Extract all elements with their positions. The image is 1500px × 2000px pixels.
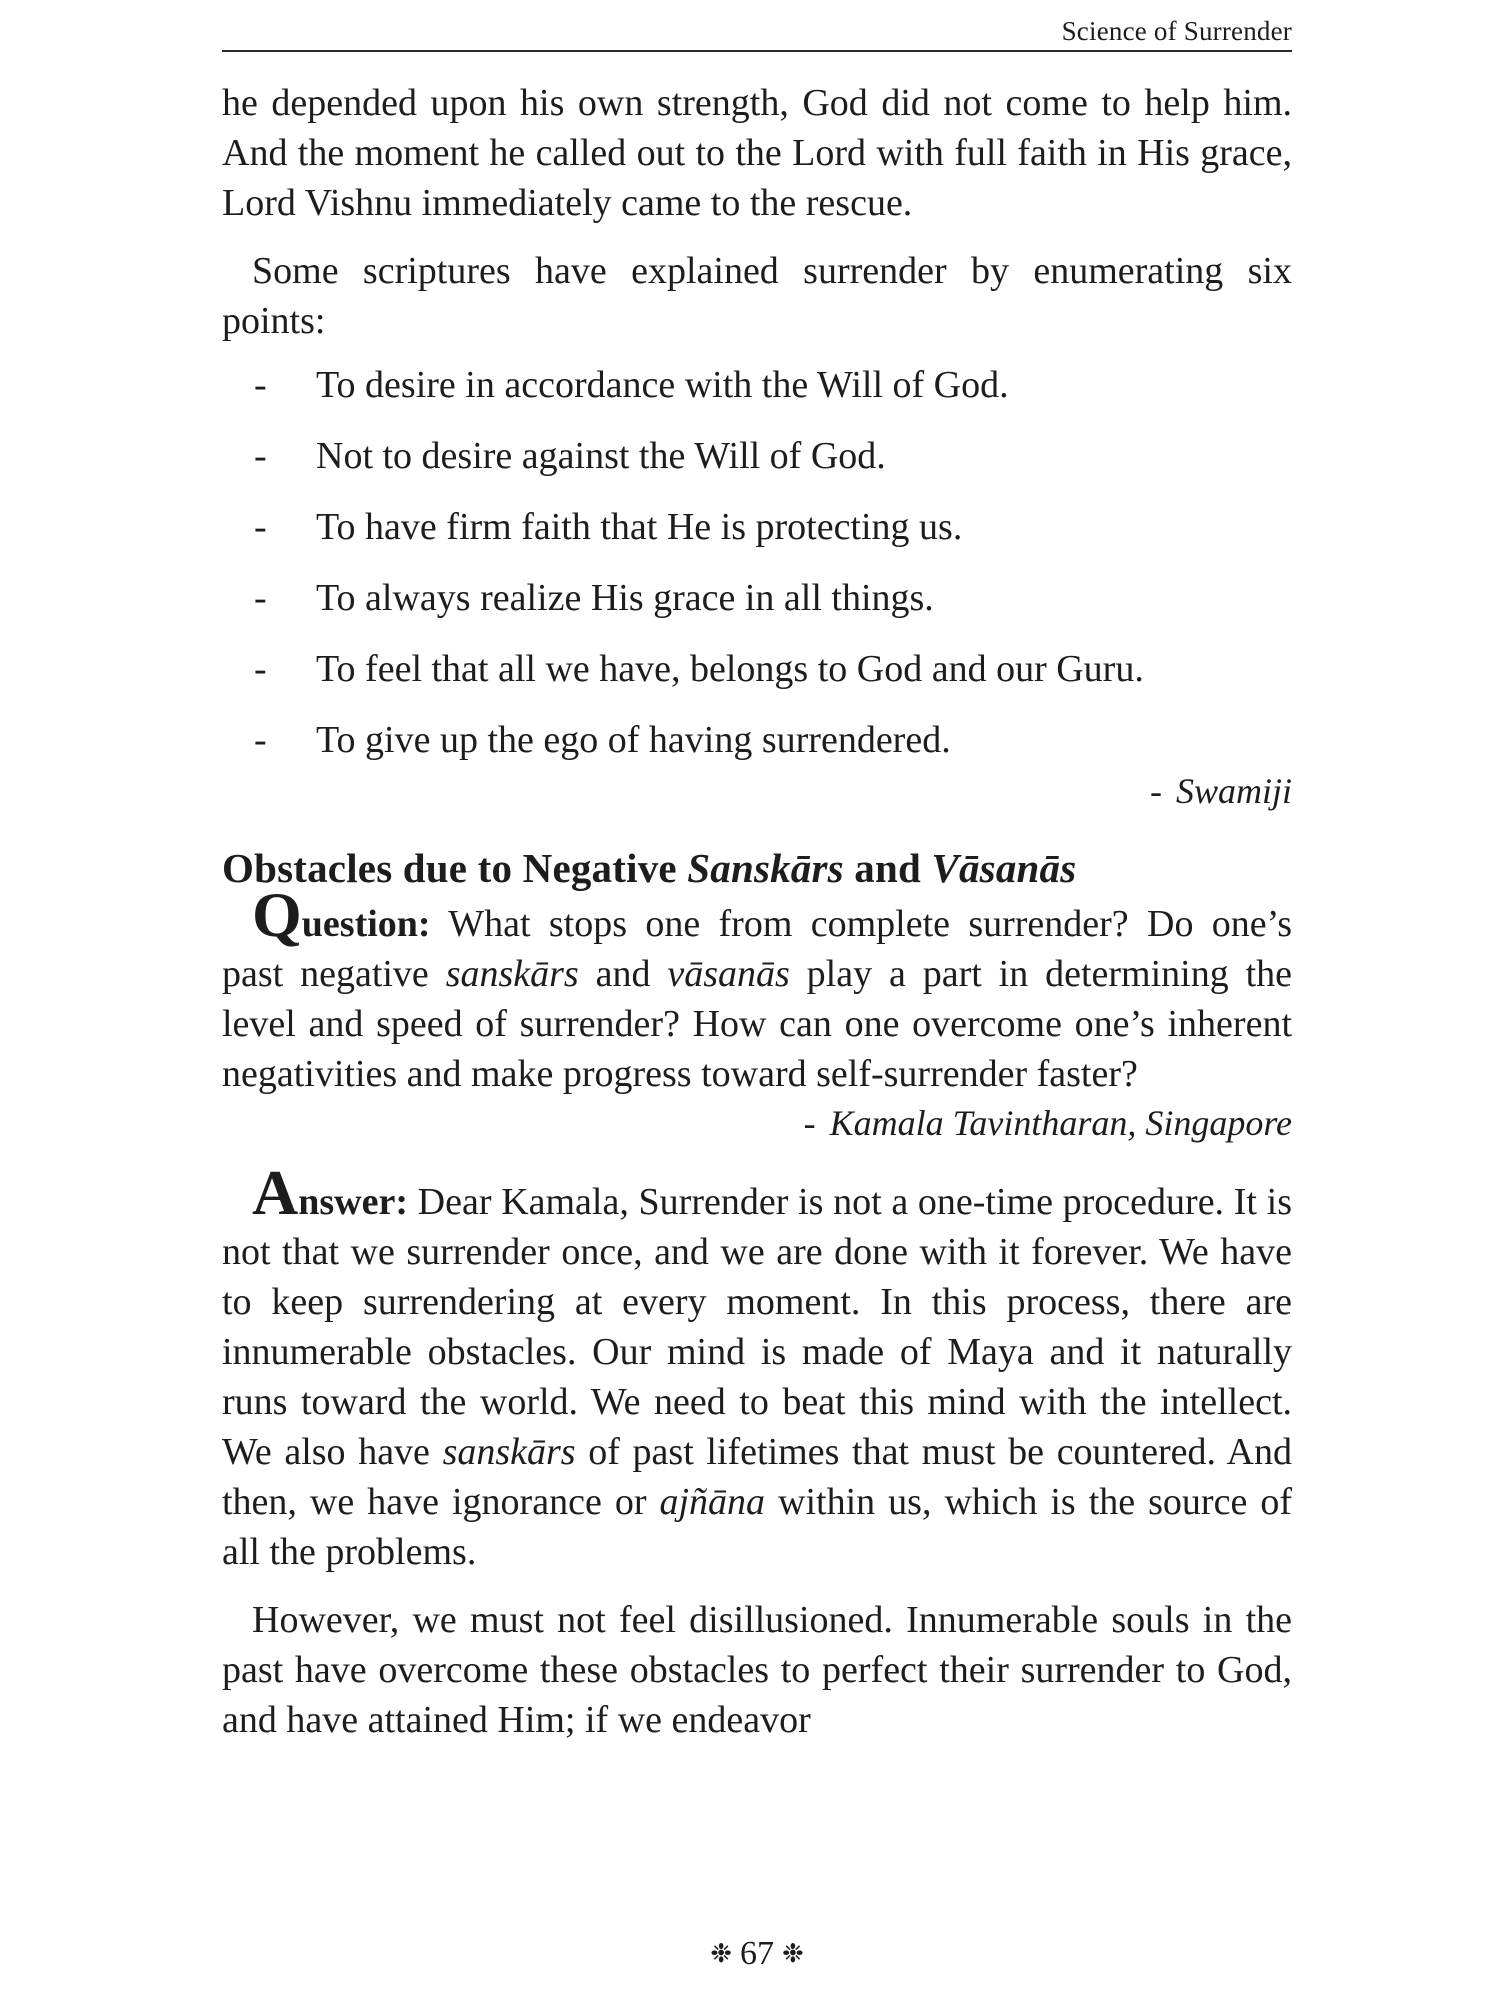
answer-label: nswer: — [298, 1181, 408, 1223]
list-item — [222, 502, 1292, 552]
question-attribution — [222, 1099, 1292, 1147]
list-item — [222, 360, 1292, 410]
list-item — [222, 431, 1292, 481]
heading-and: and — [843, 845, 932, 891]
book-page — [222, 0, 1292, 2000]
list-item-text: Not to desire against the Will of God. — [316, 435, 886, 477]
ornament-right-icon: ❉ — [782, 1939, 804, 1968]
answer-paragraph — [222, 1157, 1292, 1577]
running-header: Science of Surrender — [1061, 16, 1292, 46]
list-dash: - — [254, 648, 267, 690]
attribution-dash: - — [803, 1103, 816, 1143]
list-dash: - — [254, 435, 267, 477]
list-dash: - — [254, 719, 267, 761]
attribution-name: Kamala Tavintharan, Singapore — [829, 1103, 1292, 1143]
question-term-sanskars: sanskārs — [445, 953, 579, 995]
list-item-text: To give up the ego of having surrendered. — [316, 719, 951, 761]
attribution-dash: - — [1149, 771, 1162, 811]
six-points-lead-paragraph: Some scriptures have explained surrender by enumerating six points: — [222, 250, 1292, 342]
header-rule — [222, 50, 1292, 52]
list-item-text: To feel that all we have, belongs to God and our Guru. — [316, 648, 1144, 690]
page-footer — [222, 1935, 1292, 1973]
list-item — [222, 573, 1292, 623]
list-dash: - — [254, 364, 267, 406]
answer-term-ajnana: ajñāna — [659, 1481, 766, 1523]
question-drop-letter: Q — [252, 879, 302, 950]
question-term-vasanas: vāsanās — [667, 953, 790, 995]
list-item — [222, 715, 1292, 765]
answer-text: of past lifetimes that must be countered. And then, we have ignorance or — [222, 1431, 1292, 1523]
attribution-name: Swamiji — [1175, 771, 1292, 811]
intro-continuation-paragraph: he depended upon his own strength, God did not come to help him. And the moment he called out to the Lord with full faith in His grace, Lord Vishnu immediately came to the rescue. — [222, 82, 1292, 224]
page-number: 67 — [740, 1935, 774, 1972]
surrender-points-list — [222, 360, 1292, 765]
swamiji-attribution — [222, 767, 1292, 815]
section-heading — [222, 841, 1292, 895]
answer-drop-letter: A — [252, 1157, 299, 1228]
list-item — [222, 644, 1292, 694]
list-dash: - — [254, 506, 267, 548]
question-text: What stops one from complete surrender? Do one’s past negative — [222, 903, 1292, 995]
question-paragraph — [222, 879, 1293, 1099]
followup-paragraph: However, we must not feel disillusioned. Innumerable souls in the past have overcome these obstacles to perfect their surrender to God, and have attained Him; if we endeavor — [222, 1599, 1292, 1741]
heading-term-sanskars: Sanskārs — [687, 845, 844, 891]
answer-term-sanskars: sanskārs — [442, 1431, 576, 1473]
question-label: uestion: — [301, 903, 431, 945]
list-item-text: To have firm faith that He is protecting us. — [316, 506, 963, 548]
question-text: and — [578, 953, 668, 995]
heading-prefix: Obstacles due to Negative — [222, 845, 688, 891]
list-item-text: To desire in accordance with the Will of God. — [316, 364, 1009, 406]
body-text — [222, 78, 1292, 1745]
ornament-left-icon: ❉ — [710, 1939, 732, 1968]
list-item-text: To always realize His grace in all things. — [316, 577, 934, 619]
question-text: play a part in determining the level and speed of surrender? How can one overcome one’s inherent negativities and make progress toward self-surrender faster? — [222, 953, 1293, 1095]
answer-text: within us, which is the source of all the problems. — [222, 1481, 1292, 1573]
heading-term-vasanas: Vāsanās — [931, 845, 1077, 891]
list-dash: - — [254, 577, 267, 619]
answer-text: Dear Kamala, Surrender is not a one-time procedure. It is not that we surrender once, and we are done with it forever. We have to keep surrendering at every moment. In this process, there are innumerable obstacles. Our mind is made of Maya and it naturally runs toward the world. We need to beat this mind with the intellect. We also have — [222, 1181, 1292, 1473]
